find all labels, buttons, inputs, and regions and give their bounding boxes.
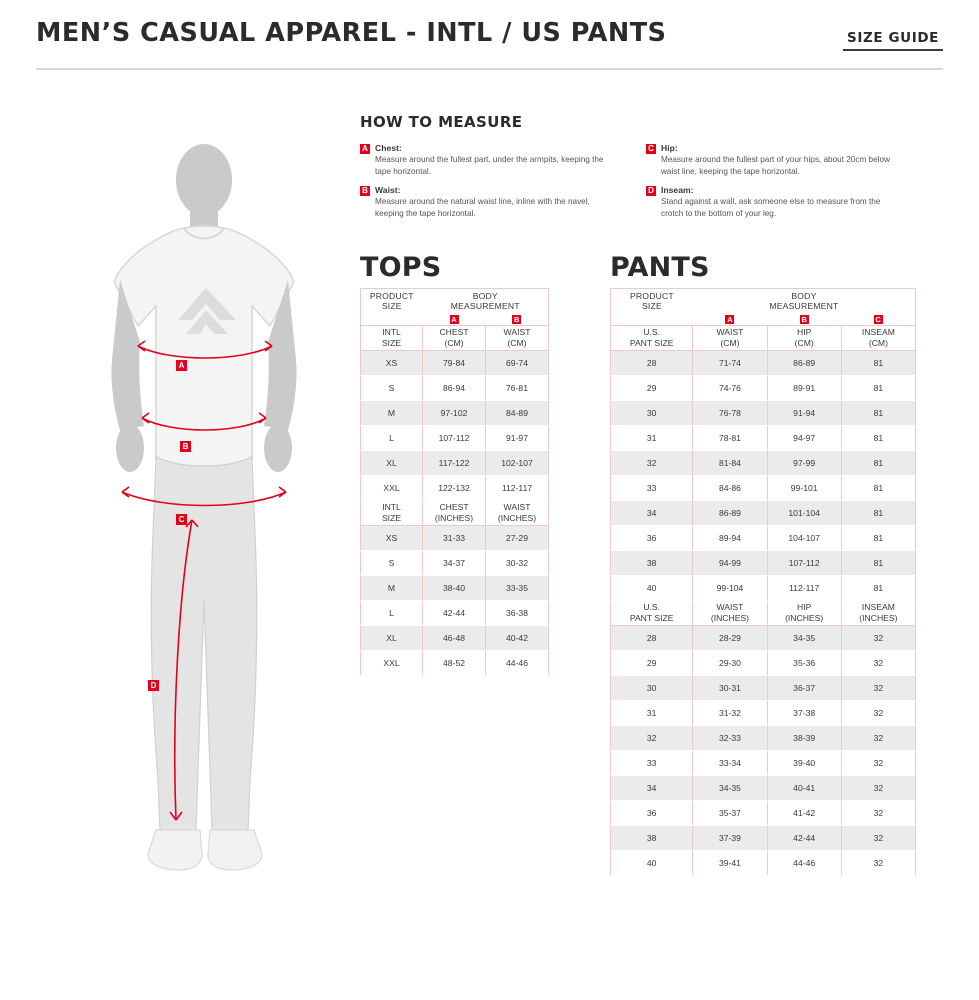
table-group-header-row [611,289,916,314]
cell-size: 33 [611,751,693,776]
col-header-line2: (INCHES) [859,613,898,623]
cell-size: 31 [611,701,693,726]
table-row [361,576,549,601]
cell-size: L [361,426,423,451]
col-header-line2: (CM) [444,338,464,348]
cell-chest: 117-122 [423,451,486,476]
cell-inseam: 32 [841,751,915,776]
cell-waist: 28-29 [693,626,767,651]
cell-waist: 81-84 [693,451,767,476]
table-row [611,576,916,601]
table-row [361,451,549,476]
col-header-line2: SIZE [381,513,402,523]
cell-inseam: 81 [841,426,915,451]
table-row [611,551,916,576]
cell-hip: 38-39 [767,726,841,751]
col-header-line2: (INCHES) [710,613,750,623]
cell-inseam: 81 [841,551,915,576]
table-row [361,601,549,626]
col-header-line1: CHEST [439,327,469,338]
cell-waist: 27-29 [486,526,549,551]
figure-label-c: C [176,514,187,525]
table-column-header-metric [361,326,549,351]
letter-badge-b: B [360,186,370,196]
cell-waist: 69-74 [486,351,549,376]
table-row [611,726,916,751]
letter-badge-c: C [646,144,656,154]
cell-waist: 35-37 [693,801,767,826]
cell-waist: 74-76 [693,376,767,401]
cell-hip: 42-44 [767,826,841,851]
col-header-line1: WAIST [716,327,744,338]
table-row [611,651,916,676]
table-row [361,651,549,676]
table-row [611,451,916,476]
cell-inseam: 81 [841,476,915,501]
cell-hip: 97-99 [767,451,841,476]
group-header-product-size-line1: PRODUCT [369,290,414,301]
cell-waist: 33-34 [693,751,767,776]
cell-size: 36 [611,801,693,826]
cell-size: 31 [611,426,693,451]
cell-size: XXL [361,651,423,676]
col-header-line2: (INCHES) [434,513,474,523]
how-to-item-chest [360,143,610,177]
cell-waist: 31-32 [693,701,767,726]
col-header-line2: (CM) [868,338,888,348]
cell-size: 32 [611,726,693,751]
cell-inseam: 32 [841,801,915,826]
cell-size: 36 [611,526,693,551]
col-header-line2: PANT SIZE [629,613,674,623]
how-to-item-waist [360,185,610,219]
cell-hip: 39-40 [767,751,841,776]
cell-waist: 99-104 [693,576,767,601]
pants-size-table [610,288,916,876]
how-to-item-label: Hip: [661,143,678,153]
cell-chest: 122-132 [423,476,486,501]
cell-waist: 39-41 [693,851,767,876]
page-title: MEN’S CASUAL APPAREL - INTL / US PANTS [36,18,667,48]
cell-inseam: 32 [841,651,915,676]
col-header-line2: (CM) [794,338,814,348]
header-divider [36,68,943,70]
col-header-line1: HIP [797,602,812,613]
table-row [611,776,916,801]
how-to-measure-title: HOW TO MEASURE [360,113,523,131]
cell-size: L [361,601,423,626]
group-header-product-size-line1: PRODUCT [629,290,674,301]
cell-hip: 99-101 [767,476,841,501]
col-header-line1: WAIST [503,327,531,338]
table-column-header-metric [611,326,916,351]
cell-size: 40 [611,576,693,601]
cell-waist: 84-86 [693,476,767,501]
cell-waist: 34-35 [693,776,767,801]
figure-label-d: D [148,680,159,691]
col-header-line1: HIP [797,327,812,338]
how-to-measure-column-right [646,143,896,228]
col-header-line1: INSEAM [861,602,895,613]
cell-inseam: 32 [841,776,915,801]
cell-hip: 36-37 [767,676,841,701]
cell-hip: 35-36 [767,651,841,676]
group-header-body-line1: BODY [791,290,817,301]
cell-size: 29 [611,376,693,401]
table-row [611,401,916,426]
cell-size: 29 [611,651,693,676]
cell-hip: 107-112 [767,551,841,576]
cell-size: 38 [611,826,693,851]
pants-section-title: PANTS [610,252,710,283]
cell-hip: 44-46 [767,851,841,876]
cell-size: 40 [611,851,693,876]
cell-waist: 86-89 [693,501,767,526]
mannequin-figure [60,130,350,890]
cell-waist: 102-107 [486,451,549,476]
cell-waist: 44-46 [486,651,549,676]
cell-waist: 94-99 [693,551,767,576]
cell-hip: 112-117 [767,576,841,601]
how-to-item-inseam [646,185,896,219]
col-header-line1: INSEAM [861,327,895,338]
cell-size: M [361,576,423,601]
cell-waist: 71-74 [693,351,767,376]
cell-waist: 32-33 [693,726,767,751]
cell-chest: 46-48 [423,626,486,651]
cell-hip: 104-107 [767,526,841,551]
col-header-line2: (CM) [507,338,527,348]
col-header-line1: U.S. [643,602,661,613]
col-header-line1: INTL [382,502,401,513]
cell-waist: 30-32 [486,551,549,576]
table-row [361,376,549,401]
cell-hip: 34-35 [767,626,841,651]
cell-waist: 112-117 [486,476,549,501]
table-column-header-imperial [611,601,916,626]
table-letter-row [361,314,549,326]
table-row [611,351,916,376]
table-column-header-imperial [361,501,549,526]
how-to-item-text: Measure around the fullest part of your hips, about 20cm below waist line, keeping the tape horizontal. [661,155,890,176]
cell-waist: 91-97 [486,426,549,451]
how-to-item-text: Measure around the fullest part, under the armpits, keeping the tape horizontal. [375,155,604,176]
table-group-header-row [361,289,549,314]
cell-size: 28 [611,351,693,376]
cell-waist: 33-35 [486,576,549,601]
letter-badge-d: D [646,186,656,196]
cell-inseam: 32 [841,726,915,751]
cell-waist: 40-42 [486,626,549,651]
table-letter-row [611,314,916,326]
cell-size: XL [361,626,423,651]
table-row [361,401,549,426]
table-row [611,501,916,526]
cell-hip: 86-89 [767,351,841,376]
table-row [611,376,916,401]
table-row [611,676,916,701]
table-row [361,426,549,451]
cell-chest: 38-40 [423,576,486,601]
cell-size: 34 [611,501,693,526]
cell-hip: 41-42 [767,801,841,826]
cell-size: XL [361,451,423,476]
how-to-item-label: Inseam: [661,185,694,196]
table-row [611,826,916,851]
cell-chest: 79-84 [423,351,486,376]
table-row [611,851,916,876]
cell-inseam: 32 [841,701,915,726]
figure-label-a: A [176,360,187,371]
cell-inseam: 81 [841,351,915,376]
cell-hip: 37-38 [767,701,841,726]
cell-size: XXL [361,476,423,501]
cell-size: XS [361,526,423,551]
cell-waist: 37-39 [693,826,767,851]
cell-hip: 101-104 [767,501,841,526]
cell-size: S [361,376,423,401]
table-row [611,426,916,451]
col-header-line1: CHEST [439,502,469,513]
how-to-item-hip [646,143,896,177]
group-header-product-size-line2: SIZE [641,301,662,312]
how-to-measure-section [360,113,940,228]
cell-chest: 97-102 [423,401,486,426]
letter-badge-b: B [801,315,807,325]
cell-chest: 107-112 [423,426,486,451]
col-header-line1: WAIST [503,502,531,513]
cell-size: 38 [611,551,693,576]
table-row [611,476,916,501]
mannequin-illustration [60,130,350,890]
cell-waist: 89-94 [693,526,767,551]
group-header-body-line2: MEASUREMENT [769,301,839,312]
cell-inseam: 81 [841,576,915,601]
cell-waist: 30-31 [693,676,767,701]
cell-size: 33 [611,476,693,501]
tops-size-table [360,288,549,676]
table-row [361,551,549,576]
table-row [611,701,916,726]
cell-chest: 86-94 [423,376,486,401]
cell-inseam: 81 [841,451,915,476]
cell-waist: 36-38 [486,601,549,626]
cell-chest: 31-33 [423,526,486,551]
table-row [361,526,549,551]
cell-inseam: 81 [841,401,915,426]
cell-inseam: 81 [841,526,915,551]
cell-size: M [361,401,423,426]
col-header-line2: (INCHES) [497,513,537,523]
cell-waist: 29-30 [693,651,767,676]
cell-size: XS [361,351,423,376]
cell-inseam: 32 [841,826,915,851]
cell-hip: 91-94 [767,401,841,426]
table-row [361,626,549,651]
cell-inseam: 32 [841,676,915,701]
cell-inseam: 32 [841,851,915,876]
cell-hip: 40-41 [767,776,841,801]
cell-size: 30 [611,401,693,426]
how-to-item-text: Measure around the natural waist line, inline with the navel, keeping the tape horizontal. [375,197,590,218]
letter-badge-b: B [514,315,520,325]
col-header-line2: SIZE [381,338,402,348]
group-header-body-line2: MEASUREMENT [450,301,520,312]
letter-badge-c: C [875,315,881,325]
table-row [611,801,916,826]
group-header-product-size-line2: SIZE [381,301,402,312]
col-header-line2: (INCHES) [785,613,824,623]
figure-label-b: B [180,441,191,452]
table-row [361,476,549,501]
cell-waist: 78-81 [693,426,767,451]
letter-badge-a: A [727,315,733,325]
cell-size: 34 [611,776,693,801]
cell-size: 30 [611,676,693,701]
cell-waist: 76-81 [486,376,549,401]
cell-waist: 76-78 [693,401,767,426]
cell-inseam: 81 [841,501,915,526]
letter-badge-a: A [451,315,457,325]
cell-waist: 84-89 [486,401,549,426]
col-header-line1: INTL [382,327,401,338]
table-row [611,526,916,551]
tops-section-title: TOPS [360,252,442,283]
col-header-line1: U.S. [643,327,661,338]
how-to-item-label: Chest: [375,143,402,153]
table-row [361,351,549,376]
how-to-measure-column-left [360,143,610,228]
col-header-line2: PANT SIZE [629,338,674,348]
group-header-body-line1: BODY [472,290,498,301]
cell-inseam: 32 [841,626,915,651]
cell-size: 32 [611,451,693,476]
table-row [611,626,916,651]
cell-hip: 94-97 [767,426,841,451]
cell-inseam: 81 [841,376,915,401]
cell-chest: 34-37 [423,551,486,576]
how-to-item-text: Stand against a wall, ask someone else to measure from the crotch to the bottom of your leg. [661,197,881,218]
cell-hip: 89-91 [767,376,841,401]
how-to-item-label: Waist: [375,185,401,196]
cell-size: S [361,551,423,576]
page-header [36,18,943,74]
col-header-line2: (CM) [720,338,740,348]
table-row [611,751,916,776]
size-guide-badge: SIZE GUIDE [843,30,943,51]
letter-badge-a: A [360,144,370,154]
cell-size: 28 [611,626,693,651]
cell-chest: 48-52 [423,651,486,676]
col-header-line1: WAIST [716,602,744,613]
cell-chest: 42-44 [423,601,486,626]
